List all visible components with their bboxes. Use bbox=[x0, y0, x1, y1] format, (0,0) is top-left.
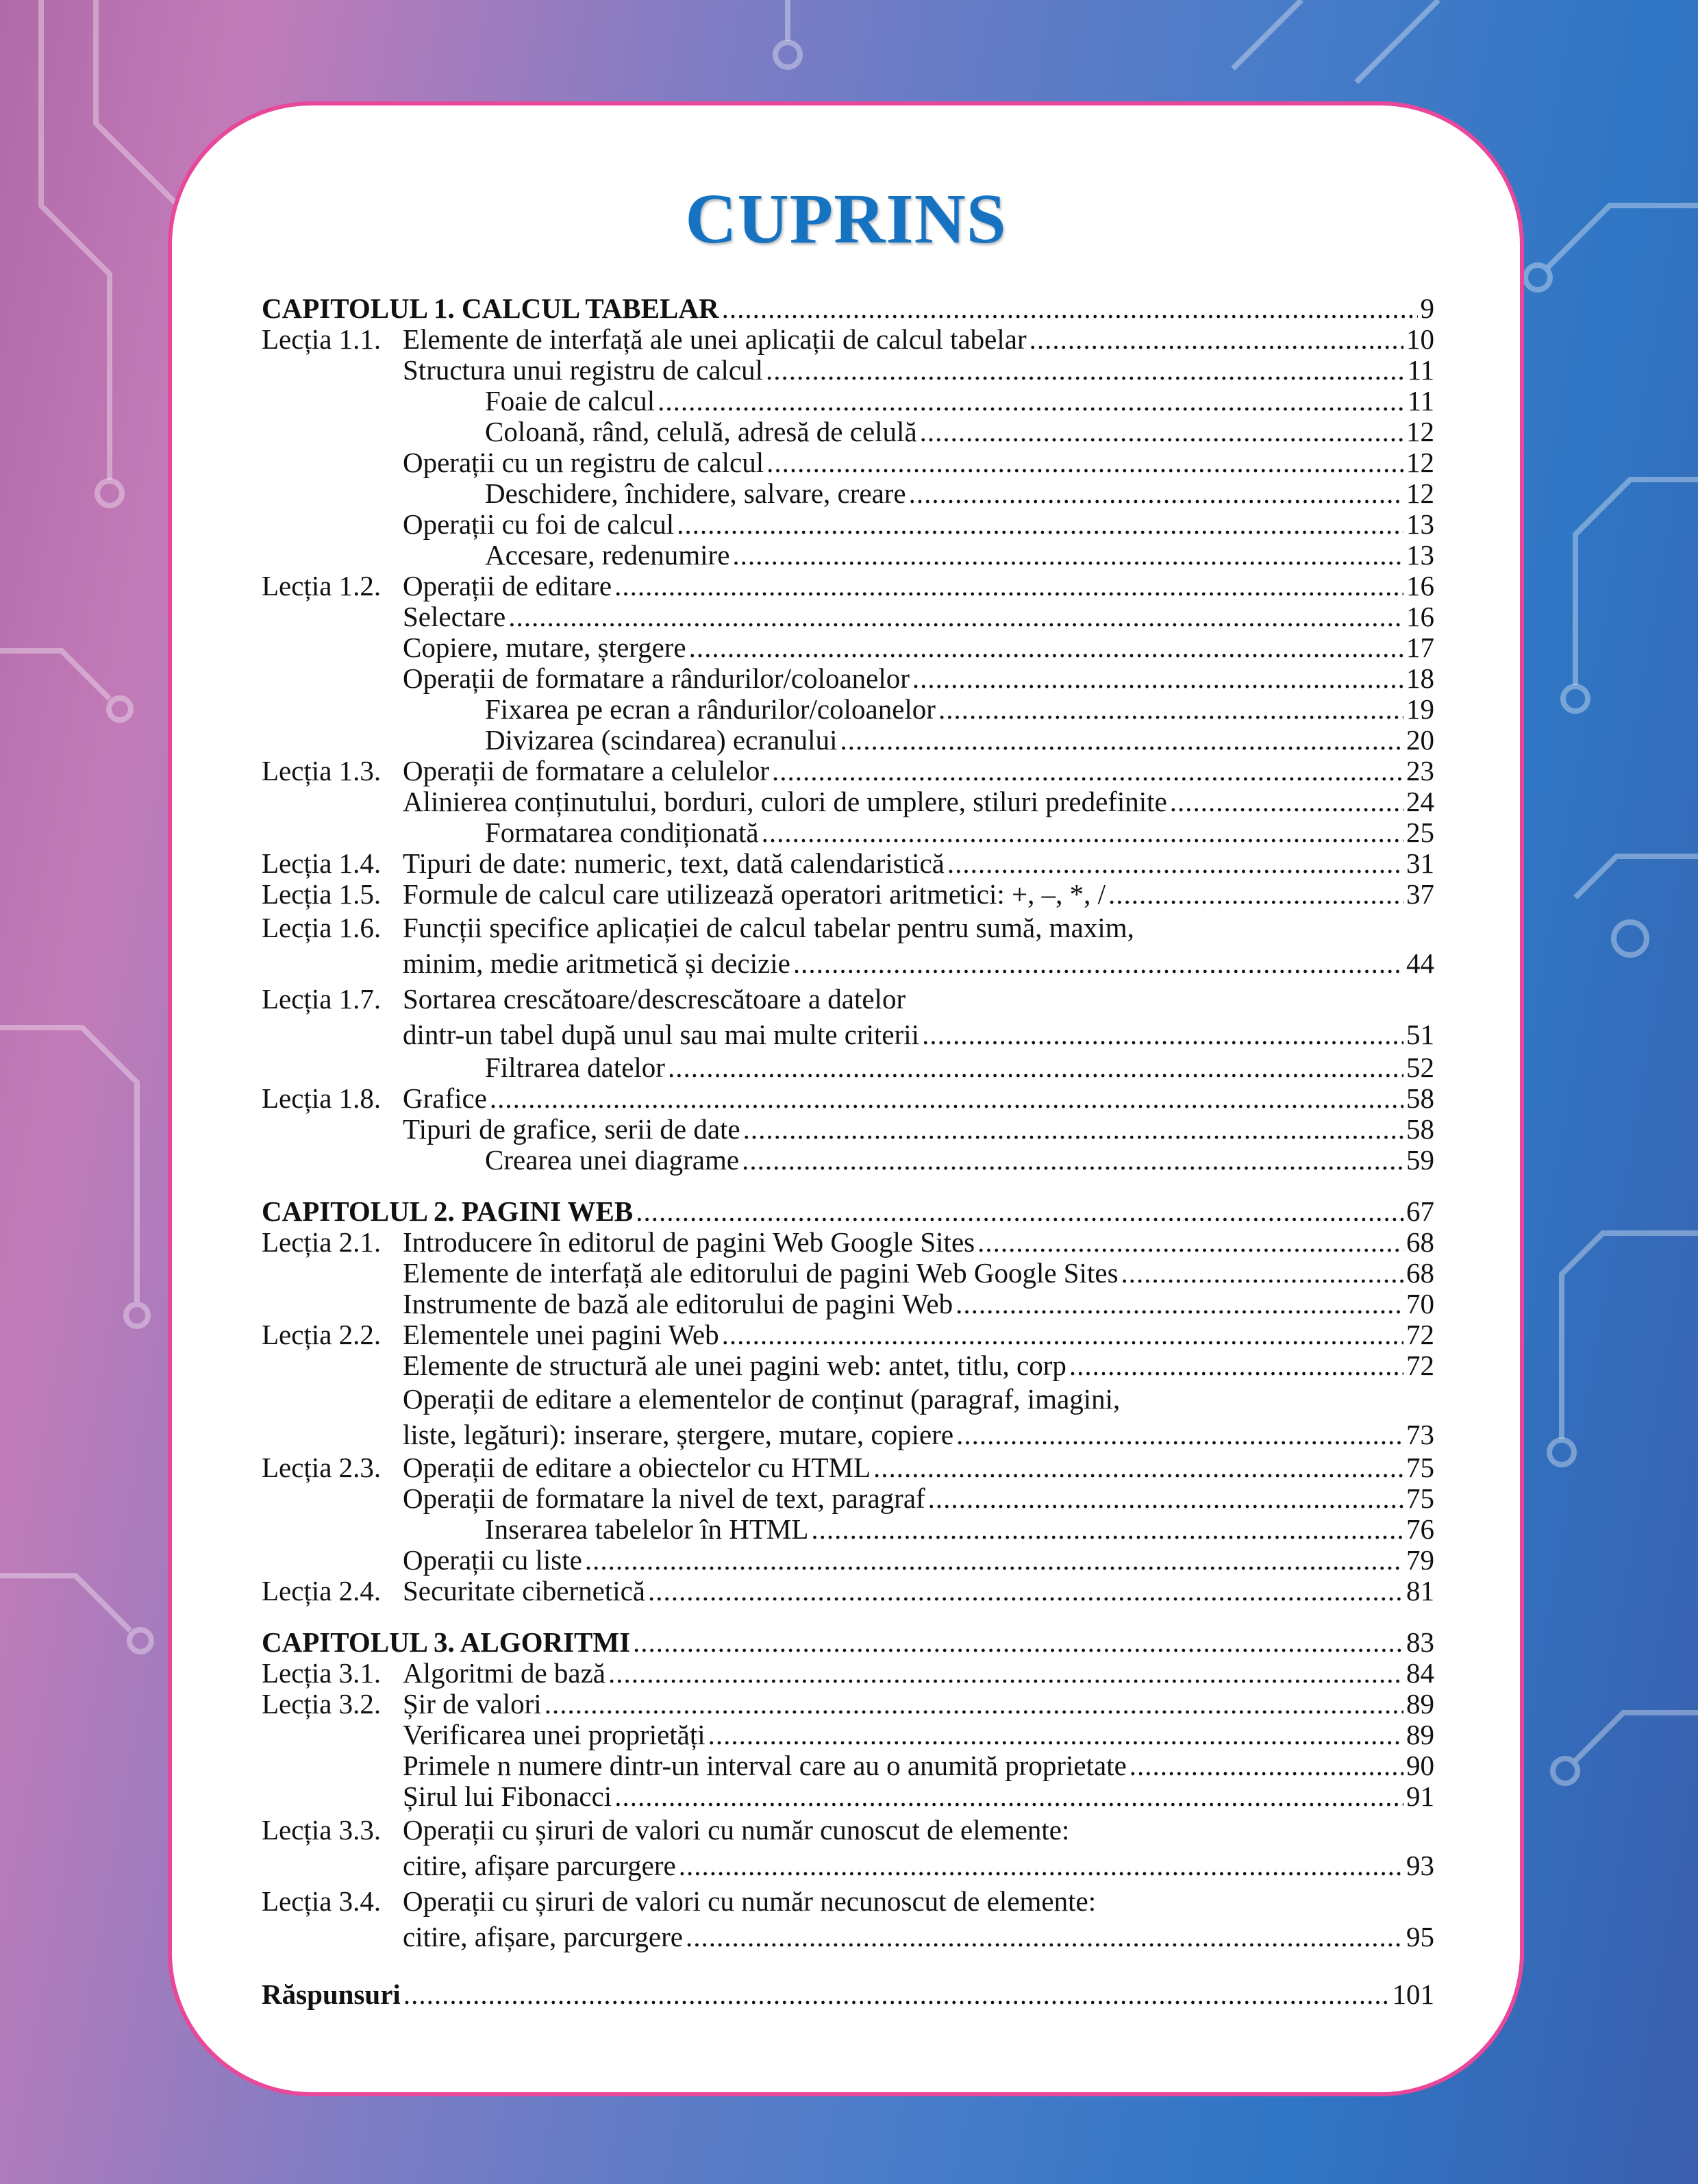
entry-title: Divizarea (scindarea) ecranului bbox=[485, 724, 838, 756]
entry-title: Deschidere, închidere, salvare, creare bbox=[485, 477, 906, 509]
page-number: 9 bbox=[1420, 293, 1434, 324]
dot-leader bbox=[922, 1017, 1403, 1052]
page-number: 58 bbox=[1406, 1113, 1434, 1145]
lesson-number: Lecția 2.1. bbox=[262, 1226, 382, 1258]
toc-entry[interactable] bbox=[262, 1258, 1434, 1289]
page-title: CUPRINS bbox=[685, 179, 1007, 258]
dot-leader bbox=[1108, 879, 1403, 910]
lesson-number: Lecția 1.5. bbox=[262, 878, 382, 910]
entry-title: CAPITOLUL 1. CALCUL TABELAR bbox=[262, 293, 719, 324]
page-number: 81 bbox=[1406, 1575, 1434, 1606]
entry-title: Operații cu un registru de calcul bbox=[403, 447, 764, 478]
entry-title: CAPITOLUL 2. PAGINI WEB bbox=[262, 1195, 634, 1227]
entry-title: Crearea unei diagrame bbox=[485, 1144, 740, 1176]
page-number: 75 bbox=[1406, 1482, 1434, 1514]
entry-title: Operații de formatare la nivel de text, paragraf bbox=[403, 1482, 925, 1514]
entry-title: Elemente de structură ale unei pagini web: antet, titlu, corp bbox=[403, 1350, 1066, 1381]
table-of-contents bbox=[262, 293, 1434, 2010]
lesson-number: Lecția 3.4. bbox=[262, 1885, 382, 1917]
entry-title: Accesare, redenumire bbox=[485, 539, 730, 571]
dot-leader bbox=[677, 509, 1403, 540]
dot-leader bbox=[766, 355, 1405, 386]
page-number: 12 bbox=[1406, 447, 1434, 478]
page-number: 20 bbox=[1406, 724, 1434, 756]
entry-title: Copiere, mutare, ștergere bbox=[403, 632, 686, 663]
page-number: 44 bbox=[1406, 947, 1434, 979]
entry-title: Securitate cibernetică bbox=[403, 1575, 645, 1606]
toc-entry[interactable] bbox=[262, 509, 1434, 540]
lesson-number: Lecția 2.3. bbox=[262, 1452, 382, 1483]
toc-entry[interactable] bbox=[262, 386, 1434, 417]
lesson-number: Lecția 1.1. bbox=[262, 323, 382, 355]
toc-entry[interactable] bbox=[262, 478, 1434, 509]
dot-leader bbox=[920, 417, 1403, 447]
entry-title: Șirul lui Fibonacci bbox=[403, 1780, 612, 1812]
dot-leader bbox=[689, 632, 1403, 663]
page-number: 11 bbox=[1407, 354, 1434, 386]
dot-leader bbox=[766, 447, 1403, 478]
toc-lesson[interactable] bbox=[262, 1452, 1434, 1483]
page-number: 76 bbox=[1406, 1513, 1434, 1545]
dot-leader bbox=[545, 1689, 1403, 1720]
page-number: 16 bbox=[1406, 570, 1434, 601]
toc-lesson[interactable] bbox=[262, 910, 1434, 945]
lesson-number: Lecția 1.7. bbox=[262, 983, 382, 1015]
page-number: 25 bbox=[1406, 817, 1434, 848]
entry-title: Introducere în editorul de pagini Web Google Sites bbox=[403, 1226, 975, 1258]
lesson-number: Lecția 2.4. bbox=[262, 1575, 382, 1606]
page-number: 19 bbox=[1406, 693, 1434, 725]
entry-title: Tipuri de grafice, serii de date bbox=[403, 1113, 740, 1145]
dot-leader bbox=[743, 1114, 1403, 1145]
entry-title: Operații de editare bbox=[403, 570, 612, 601]
toc-entry[interactable] bbox=[262, 1483, 1434, 1514]
page-number: 83 bbox=[1406, 1626, 1434, 1658]
dot-leader bbox=[614, 1781, 1403, 1812]
toc-entry[interactable] bbox=[262, 694, 1434, 725]
toc-entry[interactable] bbox=[262, 601, 1434, 632]
entry-title: Sortarea crescătoare/descrescătoare a datelor bbox=[403, 983, 906, 1015]
page-number: 51 bbox=[1406, 1019, 1434, 1050]
entry-title: Elemente de interfață ale unei aplicații de calcul tabelar bbox=[403, 323, 1027, 355]
page-number: 17 bbox=[1406, 632, 1434, 663]
dot-leader bbox=[840, 725, 1403, 756]
dot-leader bbox=[742, 1145, 1403, 1176]
page-number: 101 bbox=[1392, 1978, 1434, 2010]
dot-leader bbox=[1029, 324, 1403, 355]
page-number: 91 bbox=[1406, 1780, 1434, 1812]
page-number: 37 bbox=[1406, 878, 1434, 910]
entry-title: Formatarea condiționată bbox=[485, 817, 759, 848]
page-number: 68 bbox=[1406, 1257, 1434, 1289]
dot-leader bbox=[508, 601, 1403, 632]
page-number: 89 bbox=[1406, 1719, 1434, 1750]
page-number: 16 bbox=[1406, 601, 1434, 632]
toc-entry[interactable] bbox=[262, 1514, 1434, 1545]
toc-entry[interactable] bbox=[262, 1750, 1434, 1781]
dot-leader bbox=[938, 694, 1403, 725]
entry-title: Fixarea pe ecran a rândurilor/coloanelor bbox=[485, 693, 936, 725]
toc-lesson[interactable] bbox=[262, 1319, 1434, 1350]
page-number: 58 bbox=[1406, 1082, 1434, 1114]
dot-leader bbox=[648, 1576, 1403, 1606]
entry-title: Selectare bbox=[403, 601, 506, 632]
toc-lesson[interactable] bbox=[262, 1883, 1434, 1919]
dot-leader bbox=[977, 1227, 1403, 1258]
page-number: 72 bbox=[1406, 1319, 1434, 1350]
toc-entry-continuation[interactable] bbox=[262, 1919, 1434, 1955]
entry-title-continuation: citire, afișare parcurgere bbox=[403, 1850, 676, 1881]
toc-entry[interactable] bbox=[262, 355, 1434, 386]
dot-leader bbox=[585, 1545, 1403, 1576]
toc-lesson[interactable] bbox=[262, 756, 1434, 786]
page-number: 90 bbox=[1406, 1750, 1434, 1781]
dot-leader bbox=[1069, 1350, 1403, 1381]
lesson-number: Lecția 1.4. bbox=[262, 847, 382, 879]
toc-chapter[interactable] bbox=[262, 293, 1434, 324]
page-number: 10 bbox=[1406, 323, 1434, 355]
toc-entry[interactable] bbox=[262, 1052, 1434, 1083]
dot-leader bbox=[928, 1483, 1403, 1514]
entry-title: Inserarea tabelelor în HTML bbox=[485, 1513, 809, 1545]
toc-entry[interactable] bbox=[262, 417, 1434, 447]
toc-chapter[interactable] bbox=[262, 1627, 1434, 1658]
entry-title: Instrumente de bază ale editorului de pagini Web bbox=[403, 1288, 953, 1319]
toc-entry[interactable] bbox=[262, 1781, 1434, 1812]
toc-entry[interactable] bbox=[262, 540, 1434, 571]
toc-entry[interactable] bbox=[262, 1145, 1434, 1176]
page-number: 52 bbox=[1406, 1052, 1434, 1083]
entry-title: Elementele unei pagini Web bbox=[403, 1319, 719, 1350]
toc-entry[interactable] bbox=[262, 725, 1434, 756]
entry-title: CAPITOLUL 3. ALGORITMI bbox=[262, 1626, 631, 1658]
toc-lesson[interactable] bbox=[262, 1576, 1434, 1606]
entry-title: Filtrarea datelor bbox=[485, 1052, 665, 1083]
toc-entry[interactable] bbox=[262, 447, 1434, 478]
page-number: 89 bbox=[1406, 1688, 1434, 1720]
toc-entry[interactable] bbox=[262, 1545, 1434, 1576]
dot-leader bbox=[679, 1848, 1403, 1883]
page-number: 13 bbox=[1406, 539, 1434, 571]
dot-leader bbox=[772, 756, 1403, 786]
dot-leader bbox=[722, 1319, 1403, 1350]
page-number: 12 bbox=[1406, 416, 1434, 447]
dot-leader bbox=[490, 1083, 1403, 1114]
entry-title: Structura unui registru de calcul bbox=[403, 354, 763, 386]
page-number: 11 bbox=[1407, 385, 1434, 417]
lesson-number: Lecția 3.3. bbox=[262, 1814, 382, 1846]
entry-title: Grafice bbox=[403, 1082, 487, 1114]
entry-title: Operații de formatare a rândurilor/coloanelor bbox=[403, 662, 910, 694]
lesson-number: Lecția 2.2. bbox=[262, 1319, 382, 1350]
entry-title: Operații de editare a elementelor de conținut (paragraf, imagini, bbox=[403, 1383, 1121, 1415]
toc-entry[interactable] bbox=[262, 663, 1434, 694]
dot-leader bbox=[636, 1196, 1403, 1227]
page-number: 75 bbox=[1406, 1452, 1434, 1483]
dot-leader bbox=[956, 1417, 1403, 1452]
page-number: 72 bbox=[1406, 1350, 1434, 1381]
entry-title: Operații de editare a obiectelor cu HTML bbox=[403, 1452, 871, 1483]
entry-title: Operații de formatare a celulelor bbox=[403, 755, 769, 786]
page-number: 23 bbox=[1406, 755, 1434, 786]
dot-leader bbox=[403, 1979, 1390, 2010]
dot-leader bbox=[909, 478, 1403, 509]
toc-entry[interactable] bbox=[262, 786, 1434, 817]
dot-leader bbox=[947, 848, 1403, 879]
dot-leader bbox=[1121, 1258, 1403, 1289]
lesson-number: Lecția 1.3. bbox=[262, 755, 382, 786]
toc-entry[interactable] bbox=[262, 632, 1434, 663]
entry-title: Algoritmi de bază bbox=[403, 1657, 606, 1689]
toc-lesson[interactable] bbox=[262, 1658, 1434, 1689]
toc-entry[interactable] bbox=[262, 1979, 1434, 2010]
toc-lesson[interactable] bbox=[262, 1812, 1434, 1848]
page-number: 59 bbox=[1406, 1144, 1434, 1176]
toc-entry[interactable] bbox=[262, 1350, 1434, 1381]
entry-title: Primele n numere dintr-un interval care au o anumită proprietate bbox=[403, 1750, 1127, 1781]
toc-entry[interactable] bbox=[262, 1114, 1434, 1145]
toc-entry[interactable] bbox=[262, 1720, 1434, 1750]
entry-title: Elemente de interfață ale editorului de pagini Web Google Sites bbox=[403, 1257, 1119, 1289]
page-number: 12 bbox=[1406, 477, 1434, 509]
entry-title: Operații cu liste bbox=[403, 1544, 582, 1576]
dot-leader bbox=[614, 571, 1403, 601]
toc-entry[interactable] bbox=[262, 1289, 1434, 1319]
page-number: 79 bbox=[1406, 1544, 1434, 1576]
lesson-number: Lecția 3.2. bbox=[262, 1688, 382, 1720]
page-number: 24 bbox=[1406, 786, 1434, 817]
entry-title: Foaie de calcul bbox=[485, 385, 656, 417]
dot-leader bbox=[722, 293, 1418, 324]
page-number: 95 bbox=[1406, 1921, 1434, 1952]
entry-title: Funcții specifice aplicației de calcul tabelar pentru sumă, maxim, bbox=[403, 912, 1134, 943]
dot-leader bbox=[658, 386, 1404, 417]
toc-lesson[interactable] bbox=[262, 848, 1434, 879]
entry-title: Operații cu șiruri de valori cu număr necunoscut de elemente: bbox=[403, 1885, 1097, 1917]
page-number: 73 bbox=[1406, 1419, 1434, 1450]
entry-title: Alinierea conținutului, borduri, culori de umplere, stiluri predefinite bbox=[403, 786, 1167, 817]
entry-title: Răspunsuri bbox=[262, 1978, 401, 2010]
dot-leader bbox=[633, 1627, 1403, 1658]
dot-leader bbox=[732, 540, 1403, 571]
page-number: 13 bbox=[1406, 508, 1434, 540]
entry-title-continuation: liste, legături): inserare, ștergere, mutare, copiere bbox=[403, 1419, 954, 1450]
dot-leader bbox=[668, 1052, 1403, 1083]
toc-entry[interactable] bbox=[262, 817, 1434, 848]
entry-title: Formule de calcul care utilizează operatori aritmetici: +, –, *, / bbox=[403, 878, 1106, 910]
lesson-number: Lecția 1.2. bbox=[262, 570, 382, 601]
toc-entry[interactable] bbox=[262, 1381, 1434, 1417]
page-number: 84 bbox=[1406, 1657, 1434, 1689]
dot-leader bbox=[1129, 1750, 1403, 1781]
entry-title: Coloană, rând, celulă, adresă de celulă bbox=[485, 416, 917, 447]
toc-lesson[interactable] bbox=[262, 1227, 1434, 1258]
toc-entry-continuation[interactable] bbox=[262, 945, 1434, 981]
entry-title: Operații cu foi de calcul bbox=[403, 508, 675, 540]
dot-leader bbox=[811, 1514, 1403, 1545]
toc-lesson[interactable] bbox=[262, 571, 1434, 601]
lesson-number: Lecția 1.6. bbox=[262, 912, 382, 943]
page-number: 31 bbox=[1406, 847, 1434, 879]
dot-leader bbox=[608, 1658, 1403, 1689]
dot-leader bbox=[912, 663, 1403, 694]
dot-leader bbox=[762, 817, 1403, 848]
page-number: 70 bbox=[1406, 1288, 1434, 1319]
dot-leader bbox=[686, 1919, 1403, 1955]
toc-chapter[interactable] bbox=[262, 1196, 1434, 1227]
entry-title-continuation: citire, afișare, parcurgere bbox=[403, 1921, 683, 1952]
dot-leader bbox=[708, 1720, 1403, 1750]
page-number: 18 bbox=[1406, 662, 1434, 694]
lesson-number: Lecția 3.1. bbox=[262, 1657, 382, 1689]
toc-entry-continuation[interactable] bbox=[262, 1017, 1434, 1052]
entry-title: Verificarea unei proprietăți bbox=[403, 1719, 706, 1750]
dot-leader bbox=[873, 1452, 1403, 1483]
dot-leader bbox=[956, 1289, 1403, 1319]
toc-lesson[interactable] bbox=[262, 879, 1434, 910]
toc-lesson[interactable] bbox=[262, 324, 1434, 355]
toc-lesson[interactable] bbox=[262, 1083, 1434, 1114]
toc-lesson[interactable] bbox=[262, 1689, 1434, 1720]
entry-title-continuation: dintr-un tabel după unul sau mai multe criterii bbox=[403, 1019, 920, 1050]
toc-entry-continuation[interactable] bbox=[262, 1417, 1434, 1452]
dot-leader bbox=[1170, 786, 1403, 817]
entry-title: Șir de valori bbox=[403, 1688, 542, 1720]
toc-entry-continuation[interactable] bbox=[262, 1848, 1434, 1883]
page-number: 93 bbox=[1406, 1850, 1434, 1881]
entry-title: Tipuri de date: numeric, text, dată calendaristică bbox=[403, 847, 945, 879]
page-number: 67 bbox=[1406, 1195, 1434, 1227]
dot-leader bbox=[793, 945, 1403, 981]
entry-title: Operații cu șiruri de valori cu număr cunoscut de elemente: bbox=[403, 1814, 1070, 1846]
entry-title-continuation: minim, medie aritmetică și decizie bbox=[403, 947, 790, 979]
lesson-number: Lecția 1.8. bbox=[262, 1082, 382, 1114]
toc-lesson[interactable] bbox=[262, 981, 1434, 1017]
page-number: 68 bbox=[1406, 1226, 1434, 1258]
